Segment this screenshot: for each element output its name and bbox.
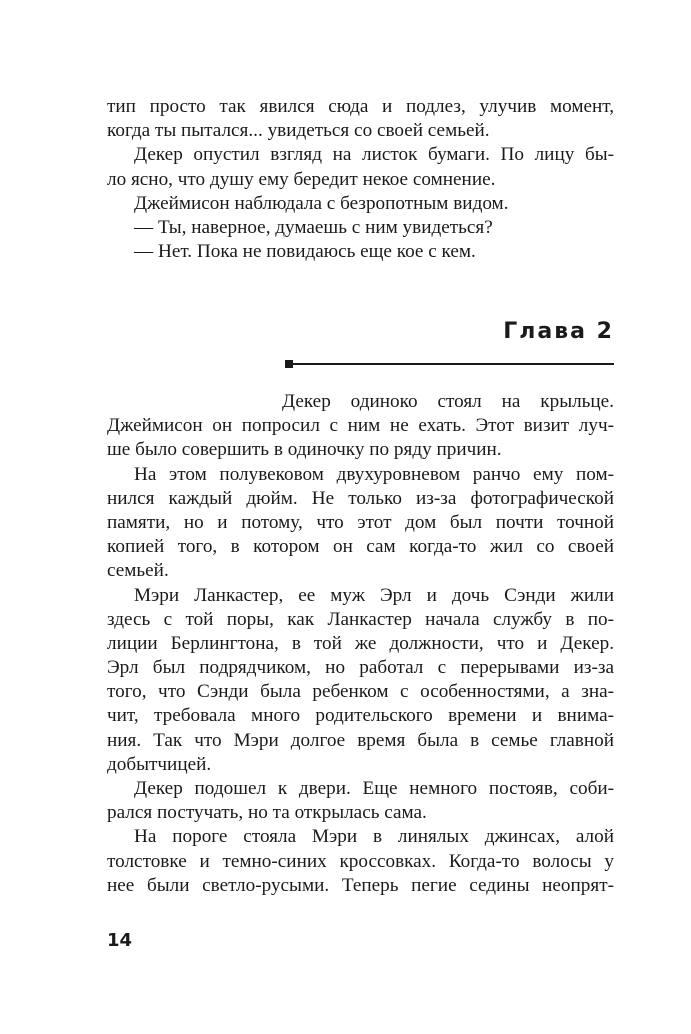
text-line: ло ясно, что душу ему бередит некое сомнение. bbox=[107, 168, 496, 190]
text-before-chapter bbox=[107, 95, 614, 264]
text-line: Джеймисон он попросил с ним не ехать. Этот визит луч- bbox=[107, 415, 614, 437]
text-line: толстовке и темно-синих кроссовках. Когда-то волосы у bbox=[107, 850, 614, 872]
book-page bbox=[107, 95, 614, 896]
text-line: — Нет. Пока не повидаюсь еще кое с кем. bbox=[134, 241, 476, 263]
text-line: На пороге стояла Мэри в линялых джинсах, алой bbox=[134, 826, 614, 848]
text-line: ше было совершить в одиночку по ряду причин. bbox=[107, 439, 502, 461]
text-line: когда ты пытался... увидеться со своей семьей. bbox=[107, 120, 490, 142]
text-line: рался постучать, но та открылась сама. bbox=[107, 802, 427, 824]
text-line: Декер одиноко стоял на крыльце. bbox=[282, 391, 614, 412]
chapter-title: Глава 2 bbox=[503, 319, 614, 344]
text-line: — Ты, наверное, думаешь с ним увидеться? bbox=[134, 216, 493, 238]
text-line: На этом полувековом двухуровневом ранчо ему пом- bbox=[134, 463, 614, 485]
text-line: здесь с той поры, как Ланкастер начала службу в по- bbox=[107, 608, 614, 630]
rule-square-ornament bbox=[285, 360, 293, 368]
text-line: нился каждый дюйм. Не только из-за фотографической bbox=[107, 487, 614, 509]
text-line: лиции Берлингтона, в той же должности, что и Декер. bbox=[107, 632, 614, 654]
text-line: Декер подошел к двери. Еще немного постояв, соби- bbox=[134, 778, 614, 799]
text-line: тип просто так явился сюда и подлез, улучив момент, bbox=[107, 96, 614, 117]
text-line: копией того, в котором он сам когда-то жил со своей bbox=[107, 536, 614, 558]
text-line: Джеймисон наблюдала с безропотным видом. bbox=[134, 192, 509, 214]
text-line: того, что Сэнди была ребенком с особенностями, а зна- bbox=[107, 681, 614, 703]
text-line: семьей. bbox=[107, 560, 169, 582]
text-line: Декер опустил взгляд на листок бумаги. По лицу бы- bbox=[134, 144, 614, 166]
rule-line bbox=[293, 363, 614, 365]
text-line: ния. Так что Мэри долгое время была в семье главной bbox=[107, 729, 614, 751]
chapter-body-text bbox=[107, 390, 614, 898]
text-line: добытчицей. bbox=[107, 753, 212, 775]
text-line: нее были светло-русыми. Теперь пегие седины неопрят- bbox=[107, 874, 614, 896]
text-line: чит, требовала много родительского времени и внима- bbox=[107, 705, 614, 727]
text-line: Мэри Ланкастер, ее муж Эрл и дочь Сэнди жили bbox=[134, 584, 614, 606]
chapter-rule bbox=[285, 360, 614, 368]
text-line: Эрл был подрядчиком, но работал с перерывами из-за bbox=[107, 657, 614, 679]
text-line: памяти, но и потому, что этот дом был почти точной bbox=[107, 511, 614, 533]
page-number: 14 bbox=[107, 930, 133, 951]
